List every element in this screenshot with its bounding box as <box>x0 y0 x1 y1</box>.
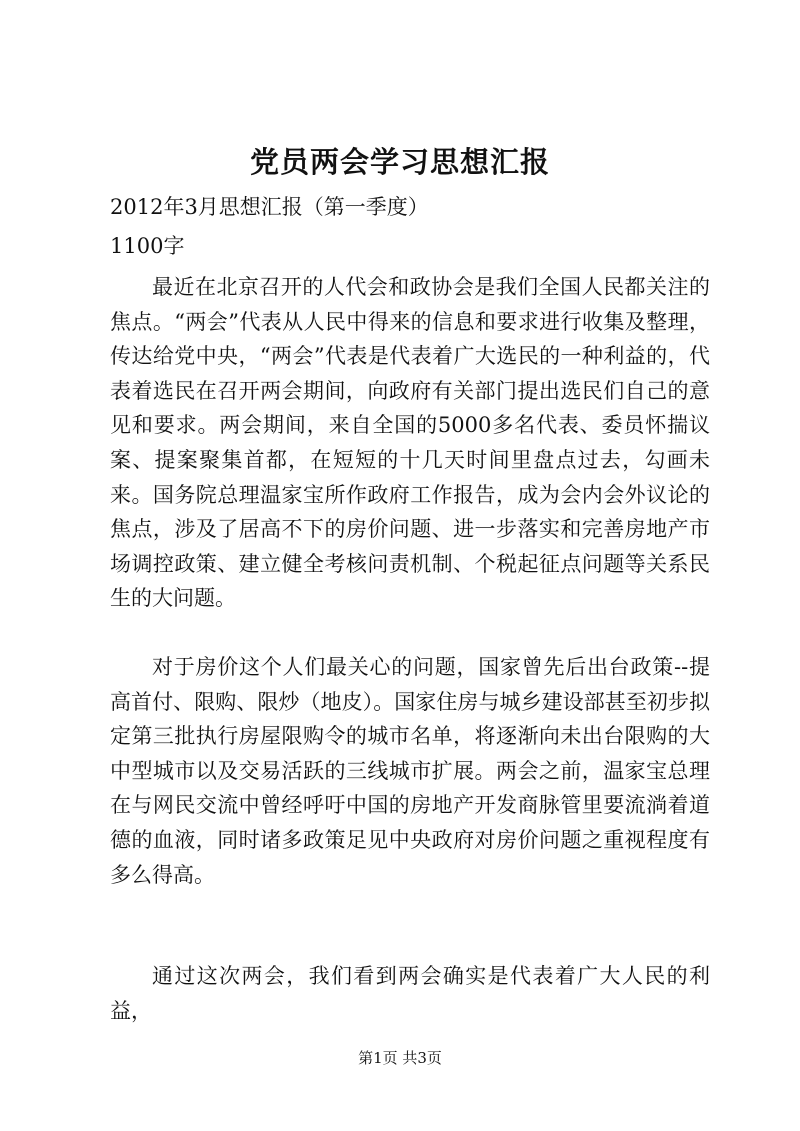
report-date-line: 2012年3月思想汇报（第一季度） <box>110 195 429 219</box>
body-paragraph-3: 通过这次两会，我们看到两会确实是代表着广大人民的利益， <box>110 964 710 1023</box>
body-paragraph-1: 最近在北京召开的人代会和政协会是我们全国人民都关注的焦点。“两会”代表从人民中得来的信息和要求进行收集及整理，传达给党中央，“两会”代表是代表着广大选民的一种利益的，代表着选民在召开两会期间，向政府有关部门提出选民们自己的意见和要求。两会期间，来自全国的5000多名代表、委员怀揣议案、提案聚集首都，在短短的十几天时间里盘点过去，勾画未来。国务院总理温家宝所作政府工作报告，成为会内会外议论的焦点，涉及了居高不下的房价问题、进一步落实和完善房地产市场调控政策、建立健全考核问责机制、个税起征点问题等关系民生的大问题。 <box>110 275 710 611</box>
page-footer: 第1页 共3页 <box>358 1049 442 1067</box>
word-count-line: 1100字 <box>110 234 185 258</box>
body-paragraph-2: 对于房价这个人们最关心的问题，国家曾先后出台政策--提高首付、限购、限炒（地皮）。国家住房与城乡建设部甚至初步拟定第三批执行房屋限购令的城市名单，将逐渐向未出台限购的大中型城市以及交易活跃的三线城市扩展。两会之前，温家宝总理在与网民交流中曾经呼吁中国的房地产开发商脉管里要流淌着道德的血液，同时诸多政策足见中央政府对房价问题之重视程度有多么得高。 <box>110 655 710 887</box>
page-title: 党员两会学习思想汇报 <box>249 145 550 179</box>
